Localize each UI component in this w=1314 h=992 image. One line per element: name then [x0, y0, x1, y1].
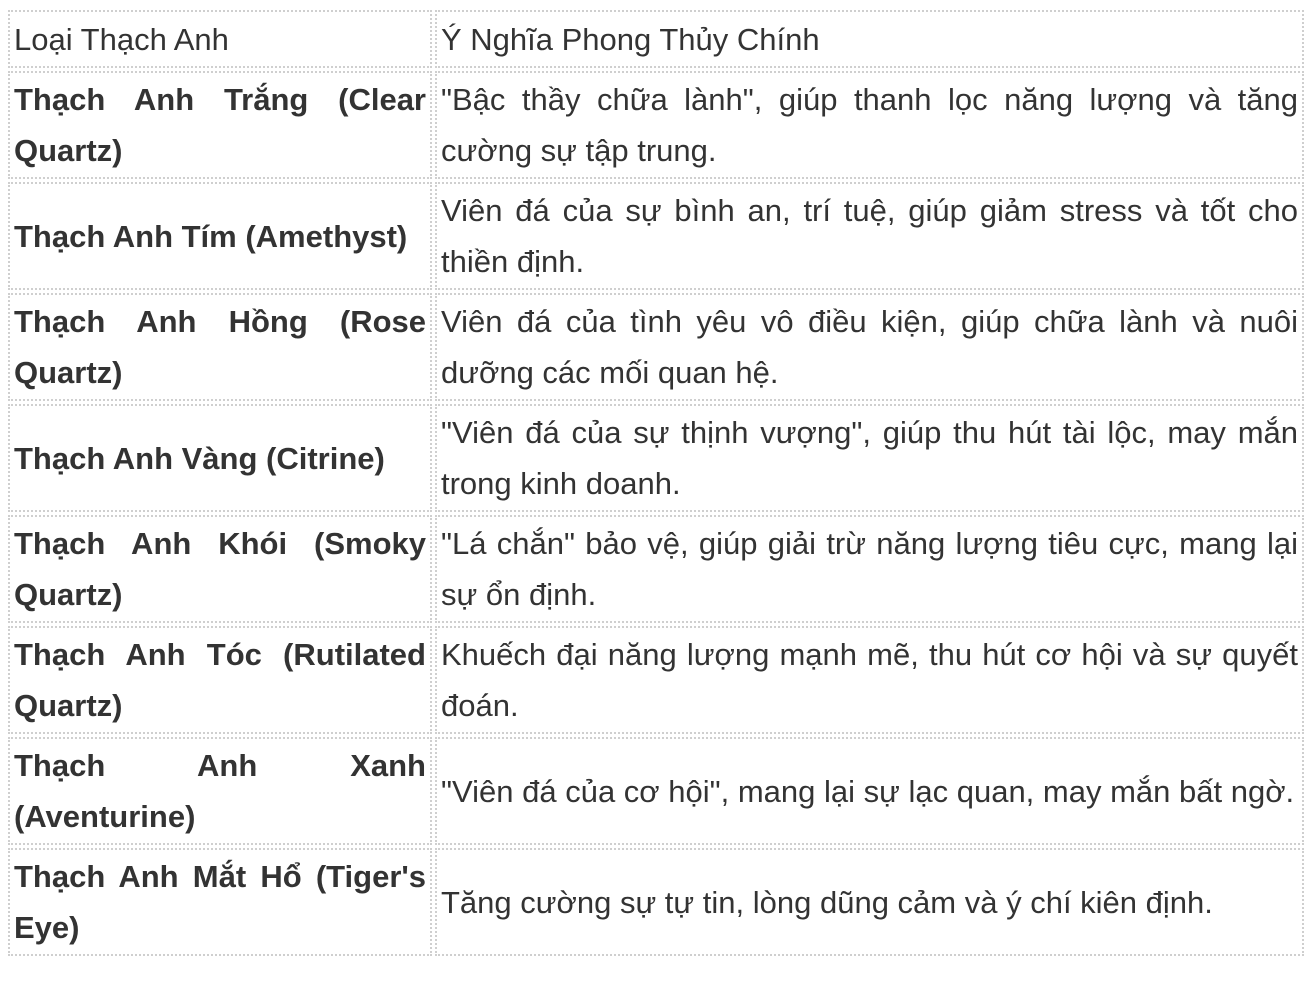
table-row [8, 293, 1304, 401]
table-row [8, 71, 1304, 179]
quartz-name-cell: Thạch Anh Xanh (Aventurine) [8, 737, 432, 845]
quartz-meaning-cell: Viên đá của tình yêu vô điều kiện, giúp chữa lành và nuôi dưỡng các mối quan hệ. [435, 293, 1304, 401]
table-row [8, 515, 1304, 623]
table-header-row [8, 10, 1304, 68]
quartz-name-cell: Thạch Anh Hồng (Rose Quartz) [8, 293, 432, 401]
table-row [8, 626, 1304, 734]
quartz-name-cell: Thạch Anh Tóc (Rutilated Quartz) [8, 626, 432, 734]
header-cell-type: Loại Thạch Anh [8, 10, 432, 68]
quartz-meaning-cell: Khuếch đại năng lượng mạnh mẽ, thu hút cơ hội và sự quyết đoán. [435, 626, 1304, 734]
table-row [8, 404, 1304, 512]
quartz-meaning-cell: "Lá chắn" bảo vệ, giúp giải trừ năng lượng tiêu cực, mang lại sự ổn định. [435, 515, 1304, 623]
quartz-name-cell: Thạch Anh Trắng (Clear Quartz) [8, 71, 432, 179]
quartz-meaning-cell: "Viên đá của sự thịnh vượng", giúp thu hút tài lộc, may mắn trong kinh doanh. [435, 404, 1304, 512]
quartz-meaning-cell: "Viên đá của cơ hội", mang lại sự lạc quan, may mắn bất ngờ. [435, 737, 1304, 845]
quartz-meaning-cell: "Bậc thầy chữa lành", giúp thanh lọc năng lượng và tăng cường sự tập trung. [435, 71, 1304, 179]
quartz-meaning-cell: Tăng cường sự tự tin, lòng dũng cảm và ý chí kiên định. [435, 848, 1304, 956]
table-row [8, 182, 1304, 290]
table-row [8, 737, 1304, 845]
quartz-name-cell: Thạch Anh Vàng (Citrine) [8, 404, 432, 512]
quartz-meaning-table [5, 7, 1307, 959]
quartz-name-cell: Thạch Anh Mắt Hổ (Tiger's Eye) [8, 848, 432, 956]
table-row [8, 848, 1304, 956]
header-cell-meaning: Ý Nghĩa Phong Thủy Chính [435, 10, 1304, 68]
quartz-meaning-cell: Viên đá của sự bình an, trí tuệ, giúp giảm stress và tốt cho thiền định. [435, 182, 1304, 290]
quartz-name-cell: Thạch Anh Tím (Amethyst) [8, 182, 432, 290]
quartz-name-cell: Thạch Anh Khói (Smoky Quartz) [8, 515, 432, 623]
